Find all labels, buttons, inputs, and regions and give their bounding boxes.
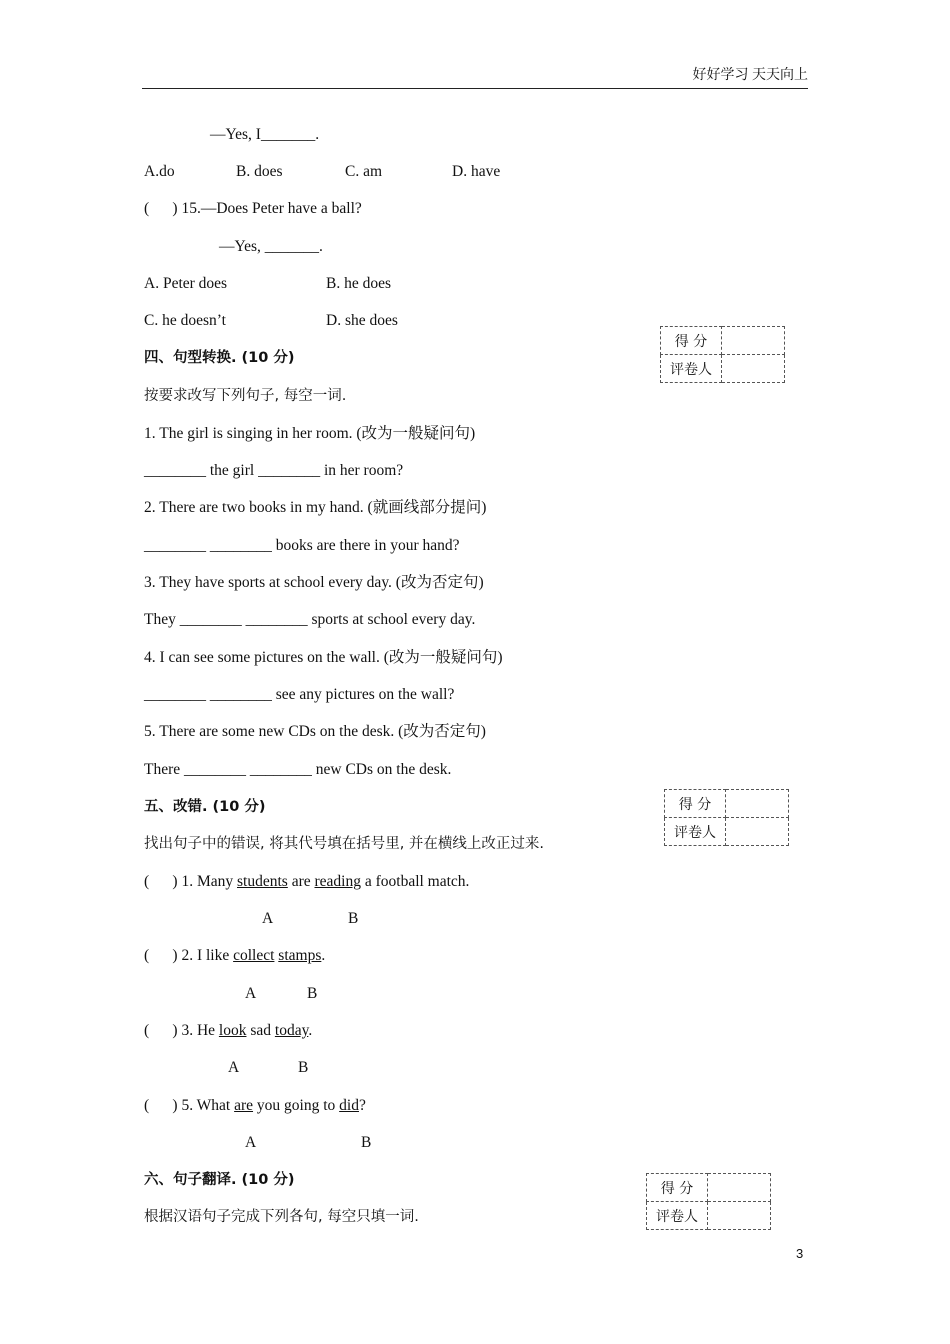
page-header [142, 66, 808, 89]
q14-answer-line: —Yes, I_______. [210, 126, 320, 143]
grader-label: 评卷人 [647, 1202, 708, 1230]
page-number: 3 [796, 1246, 804, 1261]
q3-label-a: A [228, 1059, 240, 1076]
q5-option-b-word: did [339, 1097, 359, 1114]
section4-answer-3: They ________ ________ sports at school every day. [144, 611, 476, 628]
section4-item-1: 1. The girl is singing in her room. (改为一般疑问句) [144, 425, 476, 442]
section4-answer-5: There ________ ________ new CDs on the desk. [144, 761, 452, 778]
section5-instruction: 找出句子中的错误, 将其代号填在括号里, 并在横线上改正过来. [144, 836, 545, 852]
q15-option-b: B. he does [326, 275, 392, 292]
q2-label-a: A [245, 985, 257, 1002]
q15-question: ( ) 15.—Does Peter have a ball? [144, 200, 362, 217]
q5-label-a: A [245, 1134, 257, 1151]
q14-option-a: A.do [144, 163, 175, 180]
section4-item-4: 4. I can see some pictures on the wall. (改为一般疑问句) [144, 649, 503, 666]
q1-option-b-word: reading [314, 873, 361, 890]
q3-label-b: B [298, 1059, 309, 1076]
q14-option-b: B. does [236, 163, 283, 180]
section4-title: 四、句型转换. (10 分) [144, 350, 295, 366]
score-label: 得 分 [647, 1174, 708, 1202]
score-box-section6 [646, 1173, 771, 1230]
score-box-section4 [660, 326, 785, 383]
section5-title: 五、改错. (10 分) [144, 799, 266, 815]
q15-answer-line: —Yes, _______. [219, 238, 323, 255]
q1-option-a-word: students [237, 873, 288, 890]
q5-label-b: B [361, 1134, 372, 1151]
section5-question-3: ( ) 3. He look sad today. [144, 1022, 313, 1039]
score-label: 得 分 [665, 790, 726, 818]
q2-option-a-word: collect [233, 947, 275, 964]
section4-item-2: 2. There are two books in my hand. (就画线部分提问) [144, 499, 487, 516]
section4-answer-2: ________ ________ books are there in your hand? [144, 537, 460, 554]
section4-item-5: 5. There are some new CDs on the desk. (改为否定句) [144, 723, 486, 740]
section4-instruction: 按要求改写下列句子, 每空一词. [144, 388, 347, 404]
section5-question-2: ( ) 2. I like collect stamps. [144, 947, 326, 964]
q15-option-d: D. she does [326, 312, 398, 329]
score-field[interactable] [722, 327, 785, 355]
section4-answer-4: ________ ________ see any pictures on the wall? [144, 686, 455, 703]
grader-field[interactable] [722, 355, 785, 383]
header-text: 好好学习 天天向上 [692, 68, 808, 83]
score-label: 得 分 [661, 327, 722, 355]
section6-title: 六、句子翻译. (10 分) [144, 1172, 295, 1188]
grader-label: 评卷人 [665, 818, 726, 846]
q3-option-a-word: look [218, 1022, 247, 1039]
q1-label-b: B [348, 910, 359, 927]
section4-item-3: 3. They have sports at school every day. (改为否定句) [144, 574, 484, 591]
grader-field[interactable] [708, 1202, 771, 1230]
q14-option-c: C. am [345, 163, 383, 180]
score-box-section5 [664, 789, 789, 846]
section6-instruction: 根据汉语句子完成下列各句, 每空只填一词. [144, 1209, 419, 1225]
score-field[interactable] [726, 790, 789, 818]
section5-question-5: ( ) 5. What are you going to did? [144, 1097, 366, 1114]
q15-option-a: A. Peter does [144, 275, 228, 292]
q3-option-b-word: today [274, 1022, 309, 1039]
q2-label-b: B [307, 985, 318, 1002]
grader-label: 评卷人 [661, 355, 722, 383]
grader-field[interactable] [726, 818, 789, 846]
section4-answer-1: ________ the girl ________ in her room? [144, 462, 404, 479]
q15-option-c: C. he doesn’t [144, 312, 226, 329]
section5-question-1: ( ) 1. Many students are reading a football match. [144, 873, 470, 890]
q14-option-d: D. have [452, 163, 501, 180]
q1-label-a: A [262, 910, 274, 927]
score-field[interactable] [708, 1174, 771, 1202]
q2-option-b-word: stamps [278, 947, 322, 964]
q5-option-a-word: are [234, 1097, 254, 1114]
